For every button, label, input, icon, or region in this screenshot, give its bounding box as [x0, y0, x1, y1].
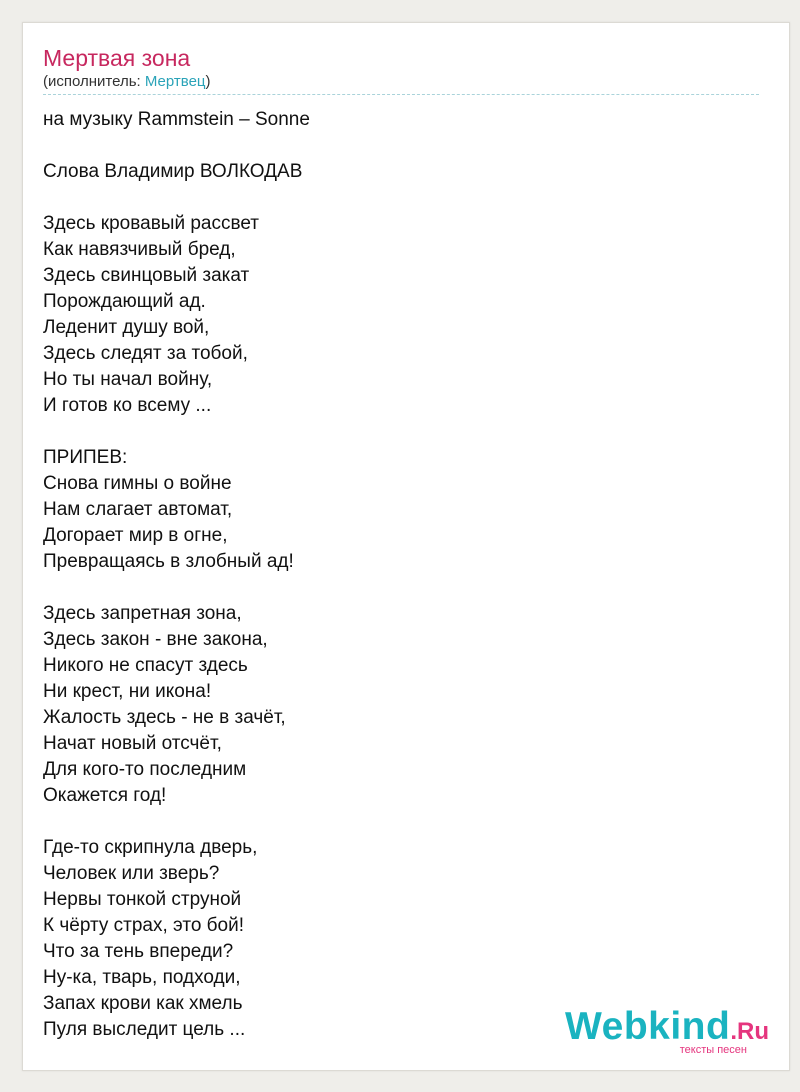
lyric-line: ПРИПЕВ: — [43, 447, 128, 468]
lyric-line: Окажется год! — [43, 785, 167, 806]
lyric-line: Для кого-то последним — [43, 759, 247, 780]
song-title: Мертвая зона — [43, 45, 191, 71]
lyric-line: Жалость здесь - не в зачёт, — [43, 707, 286, 728]
lyric-line: Здесь закон - вне закона, — [43, 629, 268, 650]
lyric-blank-line — [43, 419, 310, 445]
lyric-blank-line — [43, 575, 310, 601]
lyric-line: Нам слагает автомат, — [43, 499, 233, 520]
lyrics-sheet — [22, 22, 790, 1071]
lyric-line: Но ты начал войну, — [43, 369, 213, 390]
performer-prefix: (исполнитель: — [43, 73, 145, 90]
lyric-line: Где-то скрипнула дверь, — [43, 837, 258, 858]
lyric-line: Пуля выследит цель ... — [43, 1019, 246, 1040]
lyric-line: Никого не спасут здесь — [43, 655, 248, 676]
performer-suffix: ) — [205, 73, 211, 90]
logo-domain: .Ru — [730, 1018, 769, 1045]
lyric-line: Нервы тонкой струной — [43, 889, 242, 910]
logo-tagline: тексты песен — [679, 1044, 747, 1056]
lyric-line: Превращаясь в злобный ад! — [43, 551, 294, 572]
lyric-line: Порождающий ад. — [43, 291, 206, 312]
lyric-line: Запах крови как хмель — [43, 993, 243, 1014]
artist-link[interactable]: Мертвец — [144, 73, 206, 90]
lyric-line: Здесь свинцовый закат — [43, 265, 250, 286]
lyric-line: Ни крест, ни икона! — [43, 681, 212, 702]
logo-name: Webkind — [565, 1005, 731, 1048]
lyrics-body — [43, 107, 310, 1043]
title-divider — [43, 94, 759, 95]
lyric-blank-line — [43, 809, 310, 835]
lyric-line: на музыку Rammstein – Sonne — [43, 109, 310, 130]
lyric-blank-line — [43, 133, 310, 159]
lyric-line: Слова Владимир ВОЛКОДАВ — [43, 161, 303, 182]
lyric-line: Догорает мир в огне, — [43, 525, 228, 546]
lyric-line: Что за тень впереди? — [43, 941, 234, 962]
lyric-line: Леденит душу вой, — [43, 317, 210, 338]
lyric-line: К чёрту страх, это бой! — [43, 915, 245, 936]
lyric-blank-line — [43, 185, 310, 211]
performer-line — [43, 73, 211, 91]
lyric-line: Здесь следят за тобой, — [43, 343, 248, 364]
lyric-line: Ну-ка, тварь, подходи, — [43, 967, 241, 988]
lyric-line: Как навязчивый бред, — [43, 239, 236, 260]
lyric-line: И готов ко всему ... — [43, 395, 212, 416]
lyric-line: Здесь запретная зона, — [43, 603, 242, 624]
lyric-line: Здесь кровавый рассвет — [43, 213, 259, 234]
lyric-line: Человек или зверь? — [43, 863, 220, 884]
lyric-line: Снова гимны о войне — [43, 473, 232, 494]
site-logo — [565, 1007, 769, 1056]
lyric-line: Начат новый отсчёт, — [43, 733, 222, 754]
